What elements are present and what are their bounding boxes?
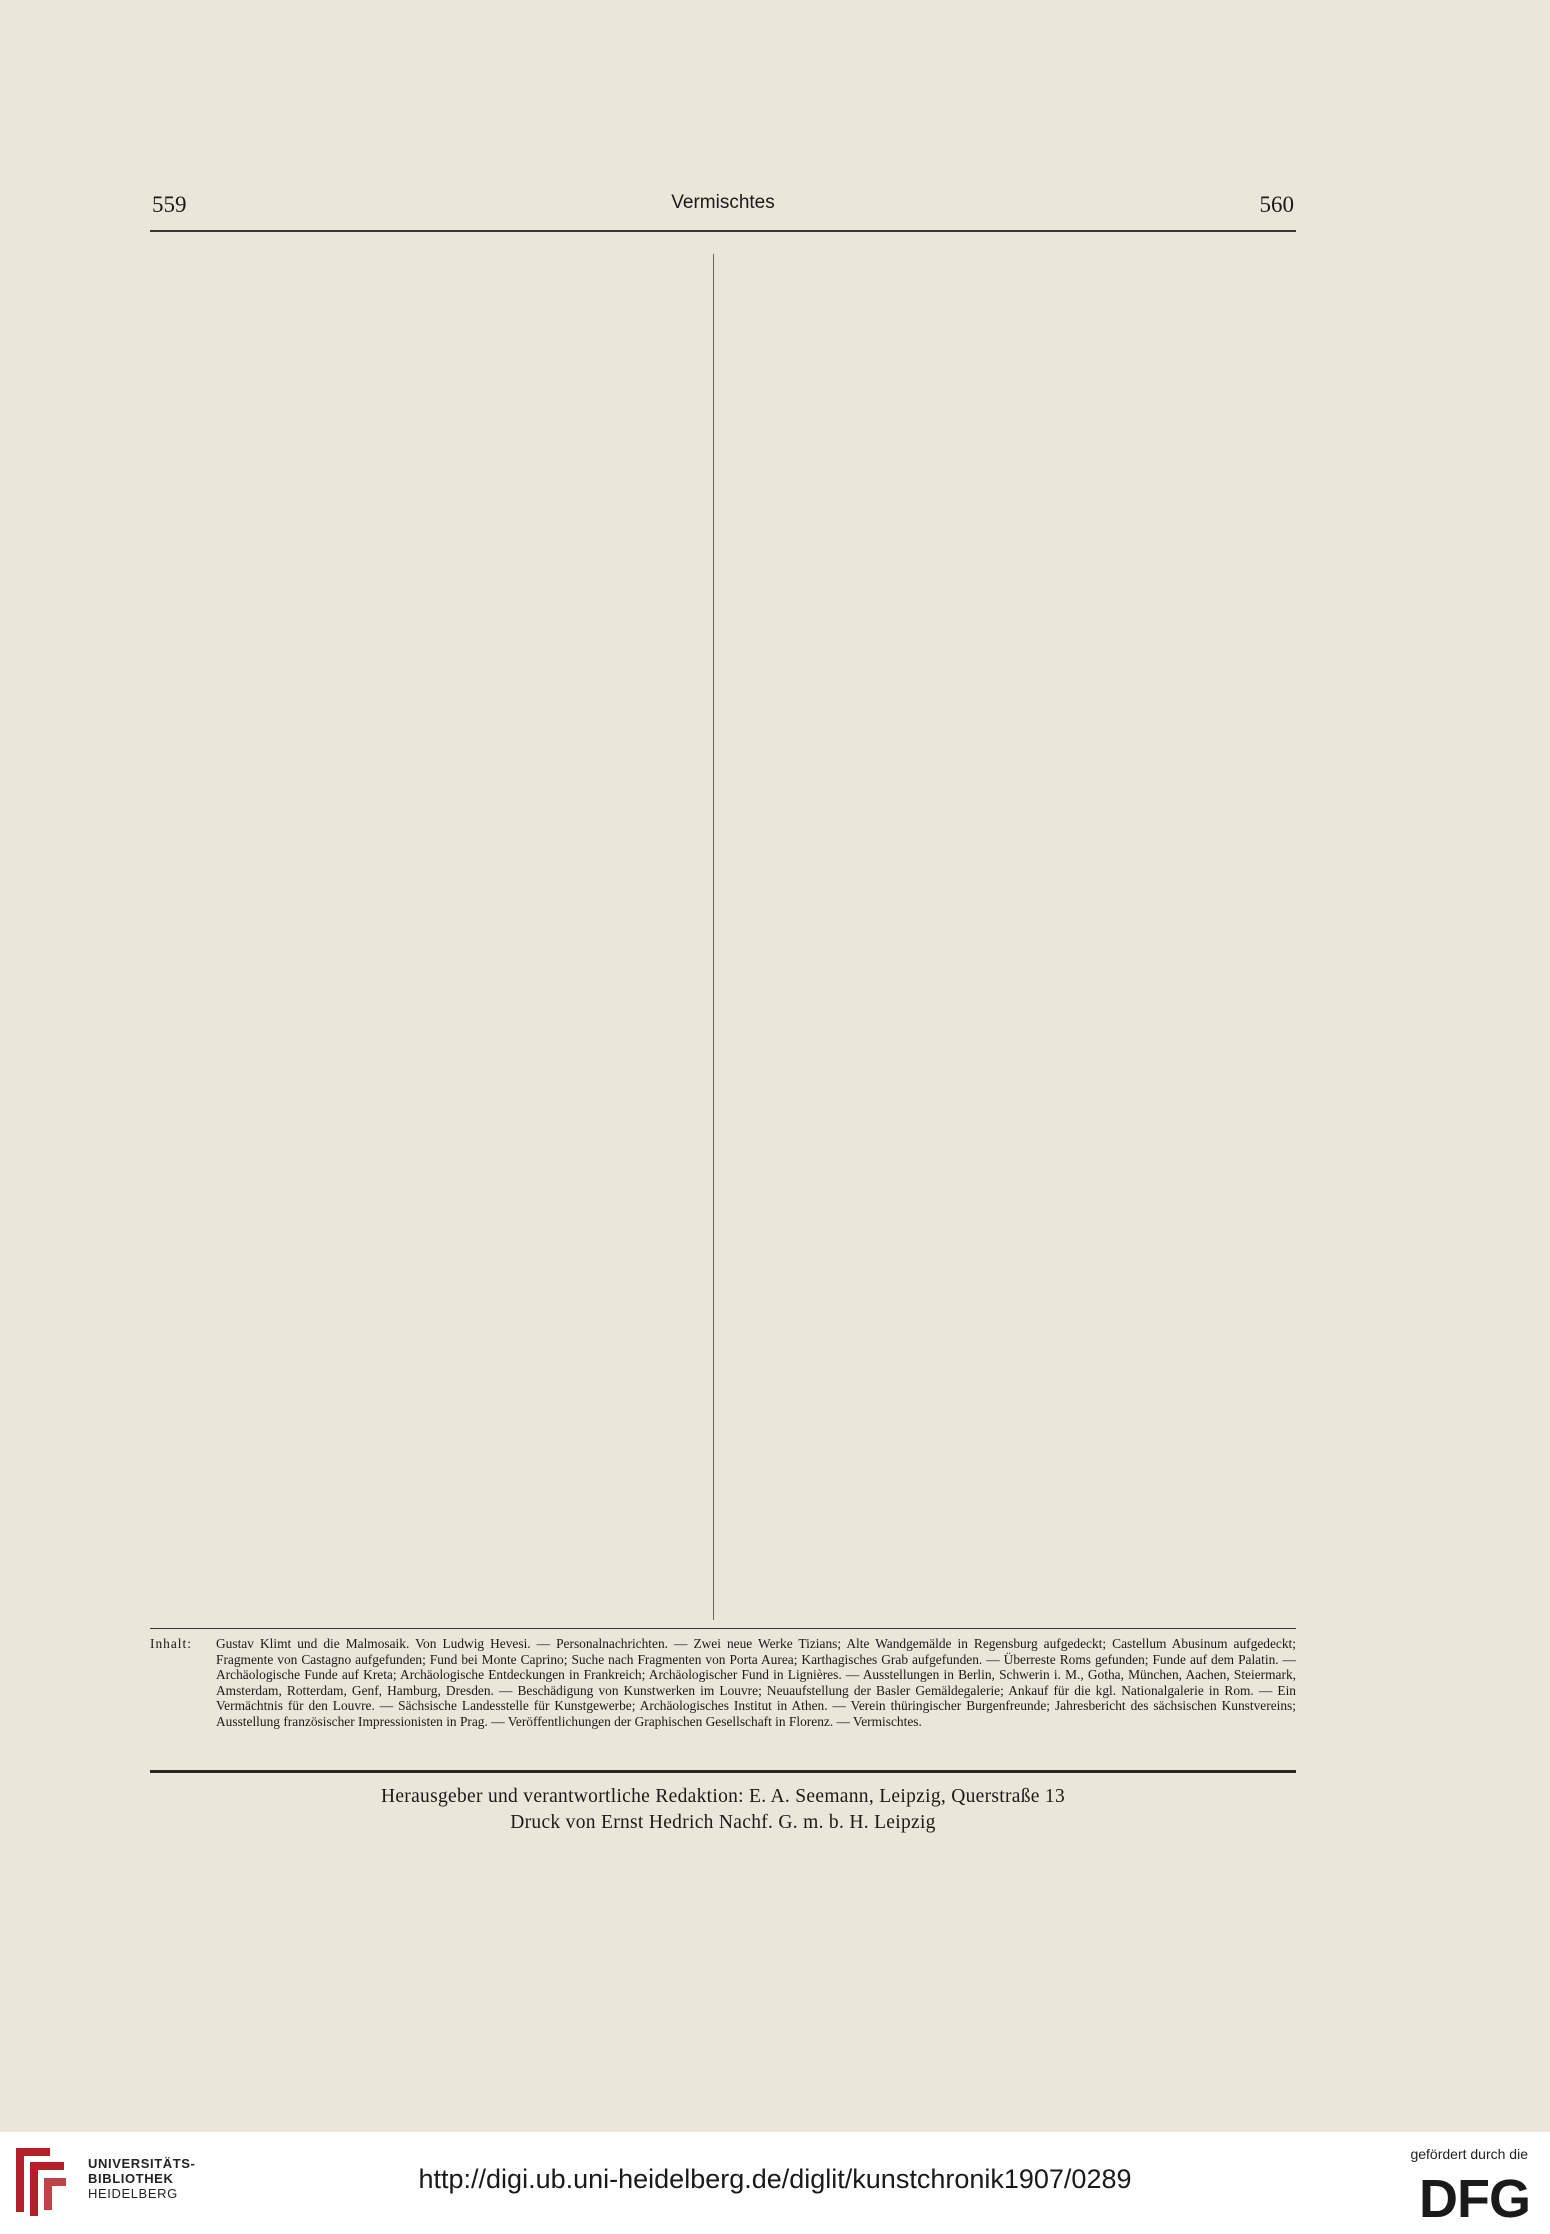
library-name-line: BIBLIOTHEK <box>88 2171 174 2186</box>
colophon-rule <box>150 1770 1296 1773</box>
header-rule <box>150 230 1296 232</box>
section-title: Vermischtes <box>671 192 775 213</box>
table-of-contents <box>150 1636 1296 1730</box>
colophon-editor: Herausgeber und verantwortliche Redaktion: E. A. Seemann, Leipzig, Querstraße 13 <box>380 1786 1066 1807</box>
running-header <box>152 188 1294 228</box>
contents-text: Gustav Klimt und die Malmosaik. Von Ludwig Hevesi. — Personalnachrichten. — Zwei neue Werke Tizians; Alte Wandgemälde in Regensburg aufgedeckt; Castellum Abusinum aufgedeckt; Fragmente von Castagno aufgefunden; Fund bei Monte Caprino; Suche nach Fragmenten von Porta Aurea; Karthagisches Grab aufgefunden. — Überreste Roms gefunden; Funde auf dem Palatin. — Archäologische Funde auf Kreta; Archäologische Entdeckungen in Frankreich; Archäologischer Fund in Lignières. — Ausstellungen in Berlin, Schwerin i. M., Gotha, München, Aachen, Steiermark, Amsterdam, Rotterdam, Genf, Hamburg, Dresden. — Beschädigung von Kunstwerken im Louvre; Neuaufstellung der Basler Gemäldegalerie; Ankauf für die kgl. Nationalgalerie in Rom. — Ein Vermächtnis für den Louvre. — Sächsische Landesstelle für Kunstgewerbe; Archäologisches Institut in Athen. — Verein thüringischer Burgenfreunde; Jahresbericht des sächsischen Kunstvereins; Ausstellung französischer Impressionisten in Prag. — Veröffentlichungen der Graphischen Gesellschaft in Florenz. — Vermischtes. <box>216 1636 1296 1729</box>
library-name-line: HEIDELBERG <box>88 2186 178 2201</box>
dfg-logo: DFG <box>1419 2169 1530 2229</box>
funding-caption: gefördert durch die <box>1410 2146 1528 2162</box>
page-number-right: 560 <box>1259 192 1294 217</box>
contents-rule <box>150 1628 1296 1629</box>
library-name-line: UNIVERSITÄTS- <box>88 2156 196 2171</box>
permalink[interactable]: http://digi.ub.uni-heidelberg.de/diglit/kunstchronik1907/0289 <box>418 2164 1132 2194</box>
contents-label: Inhalt: <box>150 1636 192 1651</box>
page-number-left: 559 <box>152 192 187 217</box>
digitization-footer <box>0 2132 1550 2234</box>
column-rule <box>713 254 714 1620</box>
column-right <box>730 256 1285 1622</box>
colophon-printer: Druck von Ernst Hedrich Nachf. G. m. b. H. Leipzig <box>510 1812 936 1833</box>
column-left <box>148 256 703 1622</box>
